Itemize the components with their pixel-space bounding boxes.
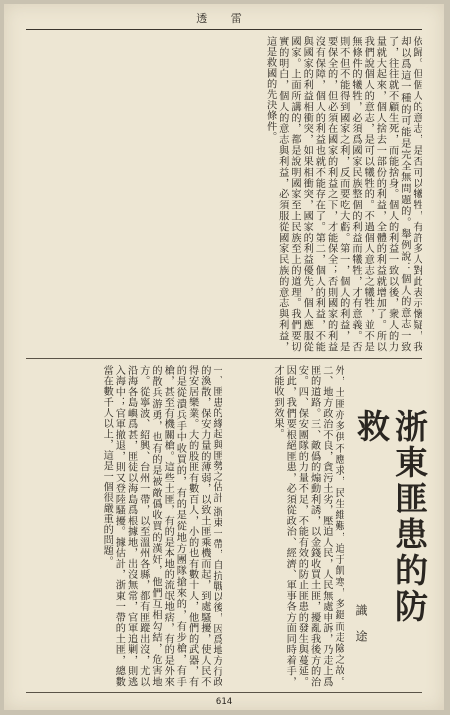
section-one-heading: 一、匪患的緣起與匪勢之估計 xyxy=(211,365,222,503)
page-number: 614 xyxy=(215,697,233,707)
section-divider xyxy=(26,358,422,359)
body-text-bottom-left-content: 浙東一帶，自抗戰以後，因爲地方行政的渙散，保安力量的薄弱，以致土匪乘機而起，到處騷擾，使人民不得安居樂業。大的股匪有數百人，小的也有數十人，他們的武器，有的是從潰兵手中收買的，有的是從地方團隊搶來的，有步槍，有手槍，甚至有機關槍。這些土匪，有的是本地的流氓地痞，有的是外來的散兵游勇，也有的是被敵僞收買的漢奸，他們互相勾結，危害地方。從寧波、紹興、台州一帶，以至溫州各縣，都有匪蹤出沒，尤以沿海各島嶼爲甚，匪徒以海島爲根據地，出沒無常，官軍追剿，則逃入海中；官軍撤退，則又登陸騷擾。據估計，浙東一帶的土匪，總數當在數千人以上，這是一個很嚴重的問題。 xyxy=(101,365,222,687)
header-rule xyxy=(26,29,422,30)
running-head: 透 雷 xyxy=(196,12,252,25)
body-text-bottom-right: 外，土匪亦多供不應求，民生維艱，迫于飢寒，多鋌而走險之故。二、地方政治不良，貪污土劣，壓迫人民，人民無處申訴，乃走上爲匪的道路。三、敵僞的煽動利誘，以金錢收買土匪，擾亂我後方的治安。四、保安團隊的力量不足，不能有效的防止匪患的發生與蔓延。因此，我們要根絕匪患，必須從政治、經濟、軍事各方面同時着手，才能收到效果。 xyxy=(271,365,344,687)
footer-rule xyxy=(26,692,422,693)
body-text-top: 依歸。但個人的意志，是否可以犧牲，有許多人對此表示懷疑，我却以爲這一種的可能是完全無問題的。舉例說：個人的意志一致了，往往就不顧生死，而能捨身。個人的利益一致以後，衆人的力量就大起來，個人捨去一部份的利益，全體的利益就增加了。所以我們說個人的意志，是可以犧牲的。不過個人意志之犧牲，並不是無條件的犧牲，必須爲國家民族整個的利益而犧牲，才有意義。否則不但不能得到國家之利，反而要吃大虧。第一，個人的利益，是要保全的，但必須在國家的利益之下，才能保全；否則國家的利益沒有保障，個人的利益也就不能存在了。第二，個人的利益，不能與國家的利益相衝突，如果相衝突，國家的利益優先，個人應服從國家。上面所講的，都是說明國家至上民族至上的道理。我們要切實的明白，個人的意志與利益，必須服從國家民族的意志與利益，這是救國的先決條件。 xyxy=(264,36,422,352)
body-text-bottom-left xyxy=(26,365,222,687)
article-title: 浙東匪患的防救 xyxy=(352,409,429,625)
article-author: 識 途 xyxy=(354,604,368,647)
document-page xyxy=(4,4,444,710)
